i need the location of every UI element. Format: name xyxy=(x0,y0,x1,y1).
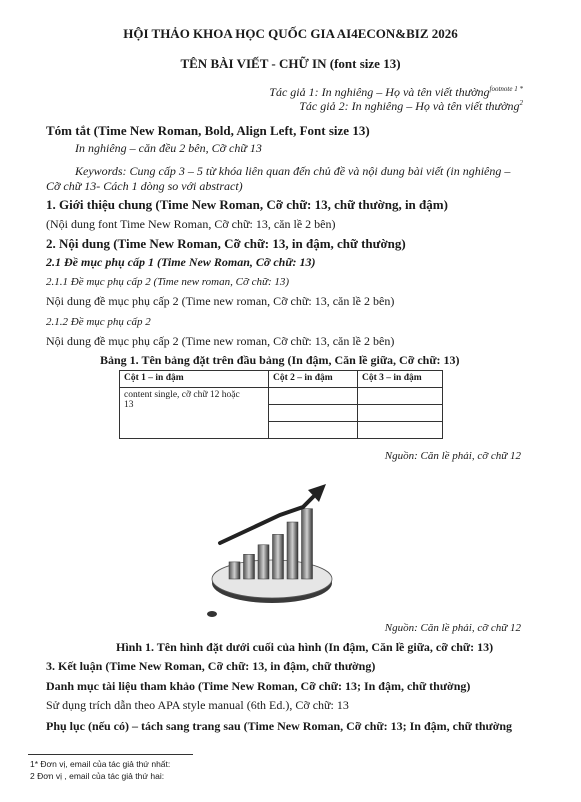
section-1-heading: 1. Giới thiệu chung (Time New Roman, Cỡ chữ: 13, chữ thường, in đậm) xyxy=(46,197,448,212)
figure-bar xyxy=(229,562,240,579)
table-cell xyxy=(269,405,358,422)
section-2-1-2-body: Nội dung đề mục phụ cấp 2 (Time new roman, Cỡ chữ: 13, căn lề 2 bên) xyxy=(46,334,395,348)
author-2: Tác giả 2: In nghiêng – Họ và tên viết thường$^2$ xyxy=(299,99,523,113)
appendix-heading: Phụ lục (nếu có) – tách sang trang sau (Time New Roman, Cỡ chữ: 13; In đậm, chữ thường xyxy=(46,719,513,733)
table-header-cell: Cột 2 – in đậm xyxy=(269,371,358,388)
table-header-row xyxy=(120,371,443,388)
abstract-heading: Tóm tắt (Time New Roman, Bold, Align Left, Font size 13) xyxy=(46,123,370,138)
section-2-1-heading: 2.1 Đề mục phụ cấp 1 (Time New Roman, Cỡ chữ: 13) xyxy=(46,255,316,269)
section-2-heading: 2. Nội dung (Time New Roman, Cỡ chữ: 13, in đậm, chữ thường) xyxy=(46,236,406,251)
footnote-divider xyxy=(28,754,193,755)
table-cell xyxy=(269,388,358,405)
table-row xyxy=(120,388,443,405)
figure-source: Nguồn: Căn lề phải, cỡ chữ 12 xyxy=(384,622,521,634)
section-2-1-1-heading: 2.1.1 Đề mục phụ cấp 2 (Time new roman, Cỡ chữ: 13) xyxy=(46,276,290,288)
conference-title: HỘI THẢO KHOA HỌC QUỐC GIA AI4ECON&BIZ 2026 xyxy=(123,26,458,41)
table-header-cell: Cột 1 – in đậm xyxy=(120,371,269,388)
author-1: Tác giả 1: In nghiêng – Họ và tên viết thường$^{footnote 1 *}$ xyxy=(269,85,523,99)
figure-bar xyxy=(258,545,269,579)
footnote-1: 1* Đơn vị, email của tác giả thứ nhất: xyxy=(30,759,171,769)
table-cell xyxy=(358,405,443,422)
table-caption: Bảng 1. Tên bảng đặt trên đầu bảng (In đậm, Căn lề giữa, Cỡ chữ: 13) xyxy=(100,353,460,367)
table-cell xyxy=(358,388,443,405)
section-3-heading: 3. Kết luận (Time New Roman, Cỡ chữ: 13, in đậm, chữ thường) xyxy=(46,659,376,673)
table-cell: content single, cỡ chữ 12 hoặc 13 xyxy=(120,388,269,439)
figure-bar xyxy=(273,534,284,579)
table-header-cell: Cột 3 – in đậm xyxy=(358,371,443,388)
references-body: Sử dụng trích dẫn theo APA style manual (6th Ed.), Cỡ chữ: 13 xyxy=(46,698,349,712)
keywords-line-1: Keywords: Cung cấp 3 – 5 từ khóa liên quan đến chủ đề và nội dung bài viết (in nghiêng – xyxy=(75,164,511,178)
table-source: Nguồn: Căn lề phải, cỡ chữ 12 xyxy=(384,450,521,462)
growth-arrow-line xyxy=(220,497,313,543)
scan-mark xyxy=(207,611,217,617)
table-cell xyxy=(358,422,443,439)
keywords-line-2: Cỡ chữ 13- Cách 1 dòng so với abstract) xyxy=(46,179,243,193)
section-2-1-2-heading: 2.1.2 Đề mục phụ cấp 2 xyxy=(46,316,151,328)
abstract-body: In nghiêng – căn đều 2 bên, Cỡ chữ 13 xyxy=(75,141,262,155)
template-table xyxy=(119,370,443,439)
figure-caption: Hình 1. Tên hình đặt dưới cuối của hình (In đậm, Căn lề giữa, cỡ chữ: 13) xyxy=(116,640,494,654)
bar-chart-growth-arrow-icon xyxy=(205,475,340,620)
footnote-2: 2 Đơn vị , email của tác giả thứ hai: xyxy=(30,771,165,781)
table-cell xyxy=(269,422,358,439)
references-heading: Danh mục tài liệu tham khảo (Time New Roman, Cỡ chữ: 13; In đậm, chữ thường) xyxy=(46,679,471,693)
figure-bar xyxy=(302,509,313,579)
section-1-body: (Nội dung font Time New Roman, Cỡ chữ: 13, căn lề 2 bên) xyxy=(46,217,336,231)
figure-bar xyxy=(287,522,298,579)
paper-title: TÊN BÀI VIẾT - CHỮ IN (font size 13) xyxy=(180,56,401,71)
figure-bar xyxy=(244,554,255,579)
section-2-1-1-body: Nội dung đề mục phụ cấp 2 (Time new roman, Cỡ chữ: 13, căn lề 2 bên) xyxy=(46,294,395,308)
